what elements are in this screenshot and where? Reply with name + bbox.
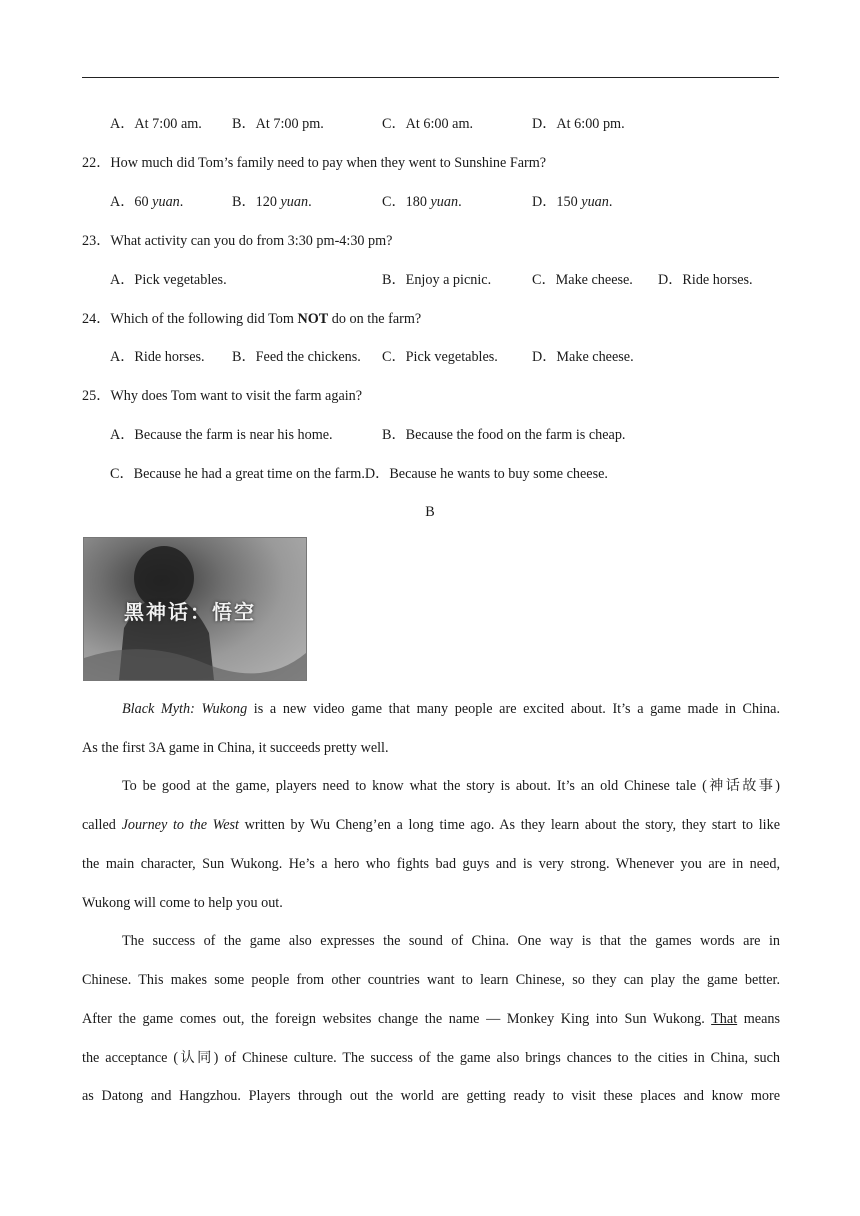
p2-line-2: called Journey to the West written by Wu Cheng’en a long time ago. As they learn about the story, they start to like (82, 817, 780, 833)
q22-option-d[interactable]: D．150 yuan. (532, 194, 613, 210)
game-poster-image (83, 537, 307, 681)
q21-option-d[interactable]: D．At 6:00 pm. (532, 116, 625, 132)
q21-option-b[interactable]: B．At 7:00 pm. (232, 116, 324, 132)
q24-stem: 24．Which of the following did Tom NOT do on the farm? (82, 311, 422, 327)
q22-stem: 22．How much did Tom’s family need to pay when they went to Sunshine Farm? (82, 155, 547, 171)
p2-line-1: To be good at the game, players need to know what the story is about. It’s an old Chinese tale (神话故事) (122, 778, 780, 794)
p3-line-1: The success of the game also expresses the sound of China. One way is that the games words are in (122, 933, 780, 949)
p2-line-4: Wukong will come to help you out. (82, 895, 283, 911)
q25-option-c-d[interactable]: C．Because he had a great time on the farm.D．Because he wants to buy some cheese. (110, 466, 608, 482)
p3-line-5: as Datong and Hangzhou. Players through out the world are getting ready to visit these places and know more (82, 1088, 780, 1104)
q23-option-b[interactable]: B．Enjoy a picnic. (382, 272, 492, 288)
q24-option-c[interactable]: C．Pick vegetables. (382, 349, 498, 365)
p1-line-1: Black Myth: Wukong is a new video game that many people are excited about. It’s a game made in China. (122, 701, 780, 717)
q21-option-a[interactable]: A．At 7:00 am. (110, 116, 202, 132)
q22-option-b[interactable]: B．120 yuan. (232, 194, 312, 210)
q23-stem: 23．What activity can you do from 3:30 pm-4:30 pm? (82, 233, 393, 249)
header-rule (82, 77, 779, 78)
q25-stem: 25．Why does Tom want to visit the farm again? (82, 388, 363, 404)
p3-line-4: the acceptance (认同) of Chinese culture. The success of the game also brings chances to the cities in China, such (82, 1050, 780, 1066)
q23-option-a[interactable]: A．Pick vegetables. (110, 272, 227, 288)
section-heading: B (425, 504, 435, 520)
q25-option-a[interactable]: A．Because the farm is near his home. (110, 427, 333, 443)
p3-line-3: After the game comes out, the foreign websites change the name — Monkey King into Sun Wukong. That means (82, 1011, 781, 1027)
q22-option-a[interactable]: A．60 yuan. (110, 194, 184, 210)
q21-option-c[interactable]: C．At 6:00 am. (382, 116, 474, 132)
q22-option-c[interactable]: C．180 yuan. (382, 194, 462, 210)
q24-option-b[interactable]: B．Feed the chickens. (232, 349, 361, 365)
q24-option-d[interactable]: D．Make cheese. (532, 349, 634, 365)
poster-title: 黑神话：悟空 (124, 600, 256, 624)
q23-option-c[interactable]: C．Make cheese. (532, 272, 633, 288)
p3-line-2: Chinese. This makes some people from other countries want to learn Chinese, so they can play the game better. (82, 972, 780, 988)
q25-option-b[interactable]: B．Because the food on the farm is cheap. (382, 427, 626, 443)
q24-option-a[interactable]: A．Ride horses. (110, 349, 205, 365)
q23-option-d[interactable]: D．Ride horses. (658, 272, 753, 288)
p2-line-3: the main character, Sun Wukong. He’s a hero who fights bad guys and is very strong. Whenever you are in need, (82, 856, 780, 872)
p1-line-2: As the first 3A game in China, it succeeds pretty well. (82, 740, 389, 756)
